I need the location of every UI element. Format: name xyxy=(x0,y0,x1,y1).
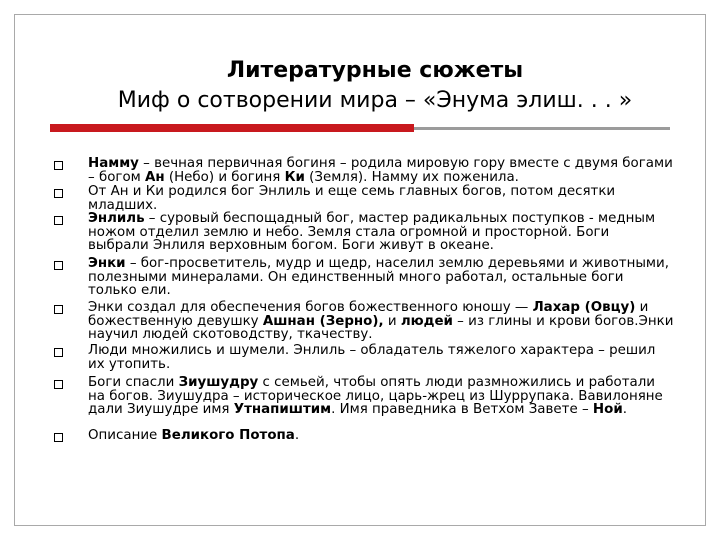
bullet-item xyxy=(54,429,674,445)
bullet-bold-text: Ашнан (Зерно), xyxy=(262,313,384,329)
bullet-text: Описание xyxy=(88,428,162,443)
square-bullet-icon xyxy=(54,216,63,225)
bullet-bold-text: Намму xyxy=(88,156,139,171)
bullet-bold-text: Энлиль xyxy=(88,211,145,226)
square-bullet-icon xyxy=(54,261,63,270)
bullet-bold-text: Ан xyxy=(145,169,165,185)
title-underline-red xyxy=(50,124,414,132)
bullet-bold-text: Лахар (Овцу) xyxy=(532,300,636,315)
bullet-bold-text: Зиушудру xyxy=(178,375,259,390)
bullet-item xyxy=(54,257,674,301)
bullet-item xyxy=(54,212,674,257)
bullet-text: и божественную девушку xyxy=(88,300,649,329)
bullet-text: – вечная первичная богиня – родила мировую гору вместе с двумя богами – богом xyxy=(88,156,673,185)
bullet-list xyxy=(54,157,674,445)
bullet-text: Энки создал для обеспечения богов божественного юношу — xyxy=(88,300,533,315)
bullet-text: и xyxy=(383,313,401,329)
bullet-text: Боги спасли xyxy=(88,375,179,390)
bullet-text: – из глины и крови богов.Энки научил людей скотоводству, ткачеству. xyxy=(88,313,674,343)
title-block xyxy=(0,56,720,116)
bullet-bold-text: Энки xyxy=(88,256,126,271)
bullet-text: – суровый беспощадный бог, мастер радикальных поступков - медным ножом отделил землю и небо. Земля стала огромной и просторной. Боги выбрали Энлиля верховным богом. Боги живут в океане. xyxy=(88,211,656,254)
bullet-item xyxy=(54,185,674,212)
bullet-bold-text: Утнапиштим xyxy=(233,402,332,418)
square-bullet-icon xyxy=(54,433,63,442)
bullet-text: От Ан и Ки родился бог Энлиль и еще семь главных богов, потом десятки младших. xyxy=(88,184,616,213)
bullet-item xyxy=(54,376,674,429)
bullet-item xyxy=(54,157,674,185)
bullet-bold-text: Ки xyxy=(284,169,305,185)
bullet-text: (Земля). Намму их поженила. xyxy=(304,169,519,185)
bullet-bold-text: Ной xyxy=(592,402,623,418)
slide-title: Литературные сюжеты xyxy=(226,58,524,83)
bullet-text: . xyxy=(622,402,627,418)
bullet-text: . Имя праведника в Ветхом Завете – xyxy=(331,402,593,418)
bullet-item xyxy=(54,301,674,344)
bullet-text: . xyxy=(294,428,300,443)
square-bullet-icon xyxy=(54,348,63,357)
square-bullet-icon xyxy=(54,161,63,170)
bullet-text: Люди множились и шумели. Энлиль – обладатель тяжелого характера – решил их утопить. xyxy=(88,343,656,372)
bullet-text: – бог-просветитель, мудр и щедр, населил землю деревьями и животными, полезными минералами. Он единственный много работал, остальные боги только ели. xyxy=(88,256,669,299)
bullet-bold-text: людей xyxy=(400,313,453,329)
square-bullet-icon xyxy=(54,305,63,314)
bullet-text: (Небо) и богиня xyxy=(164,169,285,185)
square-bullet-icon xyxy=(54,189,63,198)
bullet-text: с семьей, чтобы опять люди размножились и работали на богов. Зиушудра – историческое лицо, царь-жрец из Шуррупака. Вавилоняне дали Зиушудре имя xyxy=(88,375,663,418)
bullet-item xyxy=(54,344,674,376)
square-bullet-icon xyxy=(54,380,63,389)
slide-subtitle: Миф о сотворении мира – «Энума элиш. . . » xyxy=(117,88,633,113)
bullet-bold-text: Великого Потопа xyxy=(161,428,295,443)
